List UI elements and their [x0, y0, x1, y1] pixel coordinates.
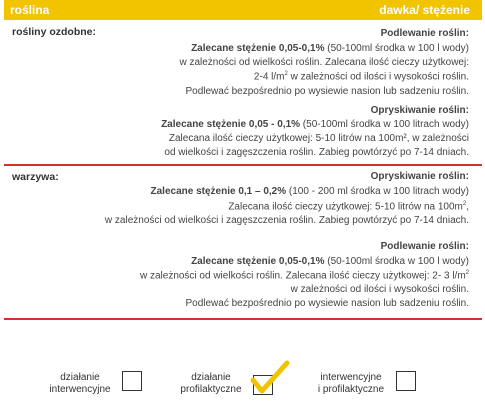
s2-b1-line1: Zalecane stężenie 0,1 – 0,2% (100 - 200 ml środka w 100 litrach wody)	[150, 186, 469, 197]
s1-b2-line3: od wielkości i zagęszczenia roślin. Zabieg powtórzyć po 7-14 dniach.	[164, 147, 469, 158]
s2-b2-line1: Zalecane stężenie 0,05-0,1% (50-100ml środka w 100 l wody)	[191, 256, 469, 267]
table-header	[4, 0, 482, 20]
s1-b2-title: Opryskiwanie roślin:	[370, 105, 469, 116]
s2-b1-line3: w zależności od wielkości i zagęszczenia roślin. Zabieg powtórzyć po 7-14 dniach.	[104, 215, 469, 226]
s1-b1-line4: Podlewać bezpośrednio po wysiewie nasion lub sadzeniu roślin.	[185, 86, 469, 97]
s1-b1-line2: w zależności od wielkości roślin. Zalecana ilość cieczy użytkowej:	[179, 57, 469, 68]
s1-b1-title: Podlewanie roślin:	[380, 28, 469, 39]
row-label-ornamental: rośliny ozdobne:	[12, 26, 96, 38]
legend-preventive-label: działanie profilaktyczne	[180, 372, 242, 395]
s2-b2-line2: w zależności od wielkości roślin. Zalecana ilość cieczy użytkowej: 2- 3 $l/m^2$	[139, 270, 469, 282]
s2-b2-line4: Podlewać bezpośrednio po wysiewie nasion lub sadzeniu roślin.	[185, 298, 469, 309]
legend-both-label: interwencyjne i profilaktyczne	[317, 372, 385, 395]
s1-b2-line1: Zalecane stężenie 0,05 - 0,1% (50-100ml środka w 100 litrach wody)	[161, 119, 469, 130]
s2-b2-line3: w zależności od ilości i wysokości roślin.	[290, 284, 469, 295]
header-plant: roślina	[10, 3, 50, 17]
legend-interventional-checkbox[interactable]	[122, 371, 142, 391]
row-divider	[4, 164, 482, 166]
s1-b1-line3: 2-4 $l/m^2$ w zależności od ilości i wysokości roślin.	[253, 71, 469, 83]
s1-b2-line2: Zalecana ilość cieczy użytkowej: 5-10 litrów na 100m², w zależności	[168, 133, 469, 144]
s1-b1-line1: Zalecane stężenie 0,05-0,1% (50-100ml środka w 100 l wody)	[191, 43, 469, 54]
check-mark-icon	[249, 360, 291, 396]
s2-b1-title: Opryskiwanie roślin:	[370, 171, 469, 182]
legend-both-checkbox[interactable]	[396, 371, 416, 391]
legend-interventional-label: działanie interwencyjne	[49, 372, 111, 395]
header-dose: dawka/ stężenie	[379, 3, 470, 17]
s2-b1-line2: Zalecana ilość cieczy użytkowej: 5-10 litrów na $100m^2$,	[228, 201, 469, 213]
table-bottom-divider	[4, 318, 482, 320]
s2-b2-title: Podlewanie roślin:	[380, 241, 469, 252]
row-label-vegetables: warzywa:	[12, 171, 59, 183]
